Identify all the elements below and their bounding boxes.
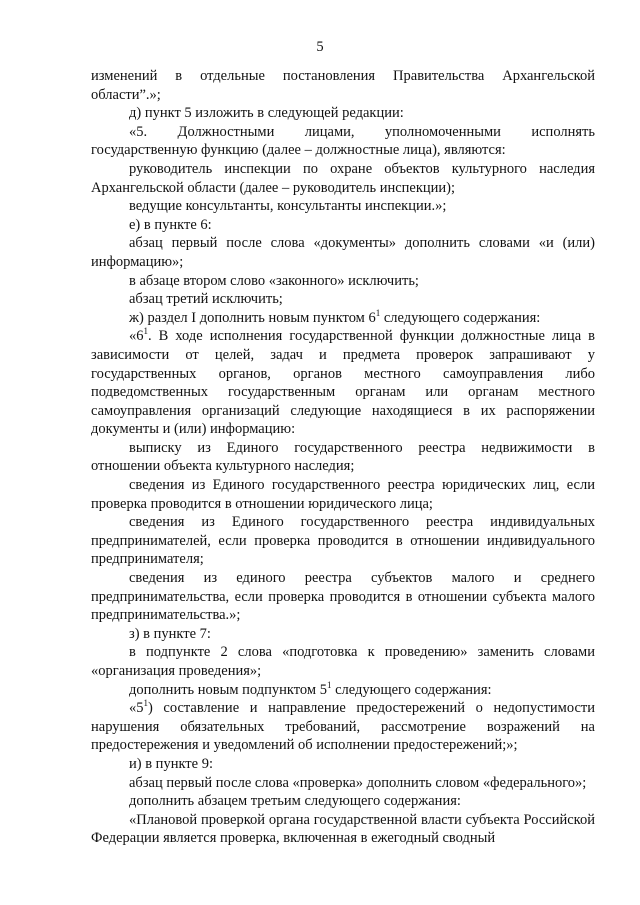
- text-run: сведения из Единого государственного реестра индивидуальных предпринимателей, если проверка проводится в отношении индивидуального предпринимателя;: [91, 514, 595, 568]
- text-run: . В ходе исполнения государственной функции должностные лица в зависимости от целей, задач и предмета проверок запрашивают у государственных органов, органов местного самоуправления либо подведомственных государственным органам или органам местного самоуправления организаций следующие находящиеся в их распоряжении документы и (или) информацию:: [91, 328, 595, 438]
- text-run: сведения из единого реестра субъектов малого и среднего предпринимательства, если проверка проводится в отношении субъекта малого предпринимательства.»;: [91, 570, 595, 624]
- text-run: «5. Должностными лицами, уполномоченными исполнять государственную функцию (далее – должностные лица), являются:: [91, 123, 595, 159]
- superscript: 1: [143, 698, 148, 709]
- text-run: в абзаце втором слово «законного» исключить;: [129, 272, 419, 289]
- paragraph: [91, 513, 595, 569]
- text-run: з) в пункте 7:: [129, 625, 211, 642]
- paragraph: [91, 197, 595, 216]
- text-run: «6: [129, 328, 144, 345]
- paragraph: [91, 327, 595, 439]
- paragraph: [91, 234, 595, 271]
- paragraph: [91, 643, 595, 680]
- text-run: в подпункте 2 слова «подготовка к проведению» заменить словами «организация проведения»;: [91, 644, 595, 679]
- text-run: дополнить абзацем третьим следующего содержания:: [129, 793, 461, 810]
- text-run: руководитель инспекции по охране объектов культурного наследия Архангельской области (далее – руководитель инспекции);: [91, 160, 595, 196]
- text-run: ведущие консультанты, консультанты инспекции.»;: [129, 198, 447, 215]
- text-run: следующего содержания:: [380, 309, 541, 326]
- text-run: сведения из Единого государственного реестра юридических лиц, если проверка проводится в отношении юридического лица;: [91, 477, 595, 512]
- paragraph: [91, 216, 595, 235]
- text-run: и) в пункте 9:: [129, 755, 213, 772]
- paragraph: [91, 123, 595, 160]
- superscript: 1: [143, 326, 148, 337]
- paragraph: [91, 755, 595, 774]
- text-run: следующего содержания:: [331, 681, 492, 698]
- paragraph: [91, 699, 595, 755]
- text-run: выписку из Единого государственного реестра недвижимости в отношении объекта культурного наследия;: [91, 439, 595, 475]
- paragraph: [91, 792, 595, 811]
- text-run: изменений в отдельные постановления Правительства Архангельской области”.»;: [91, 68, 595, 103]
- paragraph: [91, 439, 595, 476]
- text-run: ж) раздел I дополнить новым пунктом 6: [129, 309, 376, 326]
- paragraph: [91, 811, 595, 848]
- document-body: [91, 67, 595, 848]
- superscript: 1: [375, 307, 381, 318]
- text-run: абзац первый после слова «документы» дополнить словами «и (или) информацию»;: [91, 235, 595, 270]
- paragraph: [91, 272, 595, 291]
- text-run: дополнить новым подпунктом 5: [129, 681, 327, 698]
- paragraph: [91, 476, 595, 513]
- text-run: е) в пункте 6:: [129, 216, 212, 233]
- text-run: абзац третий исключить;: [129, 291, 283, 308]
- text-run: «5: [129, 700, 144, 717]
- paragraph: [91, 774, 595, 793]
- page-number: 5: [316, 39, 324, 55]
- text-run: «Плановой проверкой органа государственной власти субъекта Российской Федерации является проверка, включенная в ежегодный сводный: [91, 811, 595, 847]
- text-run: абзац первый после слова «проверка» дополнить словом «федерального»;: [129, 774, 587, 791]
- paragraph: [91, 569, 595, 625]
- paragraph: [91, 67, 595, 104]
- paragraph: [91, 625, 595, 644]
- paragraph: [91, 309, 595, 328]
- text-run: д) пункт 5 изложить в следующей редакции:: [129, 105, 404, 122]
- superscript: 1: [326, 679, 332, 690]
- paragraph: [91, 290, 595, 309]
- paragraph: [91, 160, 595, 197]
- paragraph: [91, 681, 595, 700]
- text-run: ) составление и направление предостережений о недопустимости нарушения обязательных требований, рассмотрение возражений на предостережения и уведомлений об исполнении предостережений;»;: [91, 700, 595, 754]
- paragraph: [91, 104, 595, 123]
